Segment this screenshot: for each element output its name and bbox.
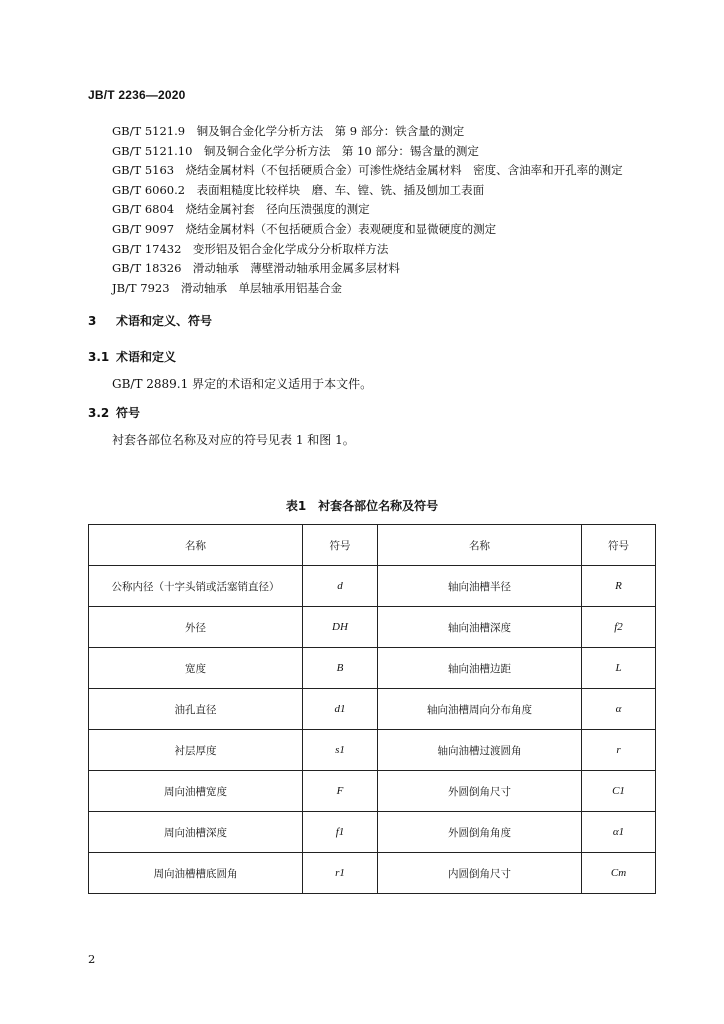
- section-3-2-text: 衬套各部位名称及对应的符号见表 1 和图 1。: [112, 433, 355, 447]
- table-row: [89, 648, 656, 689]
- table-row: [89, 730, 656, 771]
- reference-item: GB/T 9097 烧结金属材料（不包括硬质合金）表观硬度和显微硬度的测定: [112, 221, 497, 236]
- reference-item: GB/T 6804 烧结金属衬套 径向压溃强度的测定: [112, 202, 370, 217]
- symbol-cell: d: [303, 566, 378, 607]
- table-row: [89, 689, 656, 730]
- symbol-cell: f2: [582, 607, 656, 648]
- table-row: [89, 771, 656, 812]
- symbol-cell: s1: [303, 730, 378, 771]
- name-cell: 周向油槽槽底圆角: [89, 853, 303, 894]
- symbol-cell: L: [582, 648, 656, 689]
- name-cell: 轴向油槽周向分布角度: [378, 689, 582, 730]
- name-cell: 周向油槽宽度: [89, 771, 303, 812]
- name-cell: 宽度: [89, 648, 303, 689]
- table-row: [89, 812, 656, 853]
- name-cell: 油孔直径: [89, 689, 303, 730]
- section-title: 符号: [116, 406, 141, 420]
- table-header-row: [89, 525, 656, 566]
- section-number: 3: [88, 314, 97, 328]
- document-id: JB/T 2236—2020: [88, 88, 186, 102]
- reference-item: JB/T 7923 滑动轴承 单层轴承用铝基合金: [112, 280, 343, 295]
- table-row: [89, 607, 656, 648]
- symbol-cell: d1: [303, 689, 378, 730]
- symbol-cell: F: [303, 771, 378, 812]
- reference-item: GB/T 18326 滑动轴承 薄壁滑动轴承用金属多层材料: [112, 261, 400, 276]
- section-3-1-text: GB/T 2889.1 界定的术语和定义适用于本文件。: [112, 377, 373, 391]
- header-name: 名称: [89, 525, 303, 566]
- symbol-cell: R: [582, 566, 656, 607]
- name-cell: 外径: [89, 607, 303, 648]
- section-title: 术语和定义: [116, 350, 177, 364]
- table-caption: 表1 衬套各部位名称及符号: [285, 499, 439, 513]
- reference-item: GB/T 5121.10 铜及铜合金化学分析方法 第 10 部分：锡含量的测定: [112, 143, 479, 158]
- name-cell: 轴向油槽过渡圆角: [378, 730, 582, 771]
- reference-item: GB/T 17432 变形铝及铝合金化学成分分析取样方法: [112, 241, 389, 256]
- name-cell: 轴向油槽边距: [378, 648, 582, 689]
- symbol-cell: f1: [303, 812, 378, 853]
- section-title: 术语和定义、符号: [116, 314, 213, 328]
- name-cell: 外圆倒角角度: [378, 812, 582, 853]
- name-cell: 衬层厚度: [89, 730, 303, 771]
- page-number: 2: [88, 952, 96, 966]
- reference-item: GB/T 5121.9 铜及铜合金化学分析方法 第 9 部分：铁含量的测定: [112, 124, 465, 138]
- name-cell: 内圆倒角尺寸: [378, 853, 582, 894]
- section-heading-3-1: [88, 348, 176, 365]
- reference-item: GB/T 6060.2 表面粗糙度比较样块 磨、车、镗、铣、插及刨加工表面: [112, 182, 485, 197]
- symbol-cell: DH: [303, 607, 378, 648]
- section-heading-3: [88, 312, 212, 329]
- symbol-cell: B: [303, 648, 378, 689]
- table-row: [89, 566, 656, 607]
- symbol-cell: C1: [582, 771, 656, 812]
- symbol-cell: α1: [582, 812, 656, 853]
- symbol-cell: α: [582, 689, 656, 730]
- normative-references-list: [112, 122, 623, 298]
- section-heading-3-2: [88, 404, 140, 421]
- symbol-cell: r: [582, 730, 656, 771]
- name-cell: 外圆倒角尺寸: [378, 771, 582, 812]
- section-number: 3.2: [88, 406, 110, 420]
- name-cell: 轴向油槽半径: [378, 566, 582, 607]
- header-name: 名称: [378, 525, 582, 566]
- table-row: [89, 853, 656, 894]
- section-number: 3.1: [88, 350, 110, 364]
- symbols-table: [88, 524, 656, 894]
- symbol-cell: r1: [303, 853, 378, 894]
- name-cell: 公称内径（十字头销或活塞销直径）: [89, 566, 303, 607]
- header-symbol: 符号: [303, 525, 378, 566]
- name-cell: 周向油槽深度: [89, 812, 303, 853]
- header-symbol: 符号: [582, 525, 656, 566]
- symbol-cell: Cm: [582, 853, 656, 894]
- reference-item: GB/T 5163 烧结金属材料（不包括硬质合金）可渗性烧结金属材料 密度、含油率和开孔率的测定: [112, 163, 623, 178]
- name-cell: 轴向油槽深度: [378, 607, 582, 648]
